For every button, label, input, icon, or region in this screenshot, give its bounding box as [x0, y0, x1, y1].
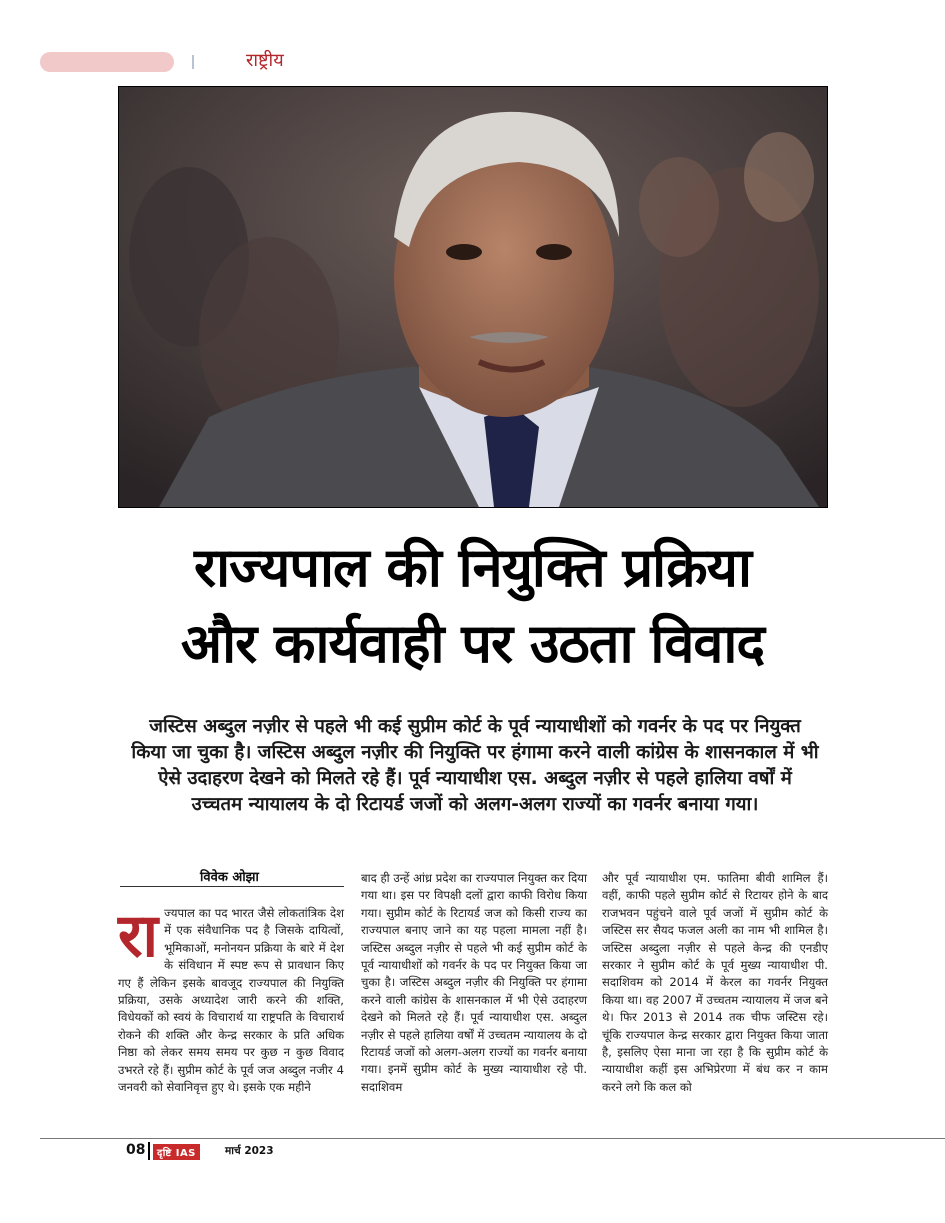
footer-divider	[148, 1142, 150, 1160]
footer-rule	[40, 1138, 945, 1139]
issue-date: मार्च 2023	[225, 1145, 274, 1157]
page-number: 08	[126, 1142, 146, 1158]
byline: विवेक ओझा	[200, 870, 259, 885]
body-column-1	[118, 901, 344, 1096]
header-divider	[192, 55, 194, 69]
drop-cap: रा	[118, 901, 159, 971]
article-deck: जस्टिस अब्दुल नज़ीर से पहले भी कई सुप्रीम कोर्ट के पूर्व न्यायाधीशों को गवर्नर के पद पर नियुक्त किया जा चुका है। जस्टिस अब्दुल नज़ीर की नियुक्ति पर हंगामा करने वाली कांग्रेस के शासनकाल में भी ऐसे उदाहरण देखने को मिलते रहे हैं। पूर्व न्यायाधीश एस. अब्दुल नज़ीर से पहले हालिया वर्षों में उच्चतम न्यायालय के दो रिटायर्ड जजों को अलग-अलग राज्यों का गवर्नर बनाया गया।	[131, 716, 819, 815]
publication-logo: दृष्टि IAS	[153, 1144, 200, 1160]
headline-line-1: राज्यपाल की नियुक्ति प्रक्रिया	[194, 536, 751, 599]
headline	[60, 530, 885, 682]
article-photo	[118, 86, 828, 508]
header-pill	[40, 52, 174, 72]
section-label: राष्ट्रीय	[246, 50, 284, 71]
body-column-3: और पूर्व न्यायाधीश एम. फातिमा बीवी शामिल हैं। वहीं, काफी पहले सुप्रीम कोर्ट से रिटायर होने के बाद राजभवन पहुंचने वाले पूर्व जजों में सुप्रीम कोर्ट के जस्टिस सर सैयद फजल अली का नाम भी शामिल है। जस्टिस अब्दुला नज़ीर से पहले केन्द्र की एनडीए सरकार ने सुप्रीम कोर्ट के पूर्व मुख्य न्यायाधीश पी. सदाशिवम को 2014 में केरल का गवर्नर नियुक्त किया था। वह 2007 में उच्चतम न्यायालय में जज बने थे। फिर 2013 से 2014 तक चीफ जस्टिस रहे। चूंकि राज्यपाल केन्द्र सरकार द्वारा नियुक्त किया जाता है, इसलिए ऐसा माना जा रहा है कि सुप्रीम कोर्ट के न्यायाधीश कहीं इस अभिप्रेरणा में बंध कर न काम करने लगे कि कल को	[602, 871, 828, 1094]
byline-rule	[120, 886, 344, 887]
body-column-2: बाद ही उन्हें आंध्र प्रदेश का राज्यपाल नियुक्त कर दिया गया था। इस पर विपक्षी दलों द्वारा काफी विरोध किया गया। सुप्रीम कोर्ट के रिटायर्ड जज को किसी राज्य का राज्यपाल बनाए जाने का यह पहला मामला नहीं है। जस्टिस अब्दुल नज़ीर से पहले भी कई सुप्रीम कोर्ट के पूर्व न्यायाधीशों को गवर्नर के पद पर नियुक्त किया जा चुका है। जस्टिस अब्दुल नज़ीर की नियुक्ति पर हंगामा करने वाली कांग्रेस के शासनकाल में भी ऐसे उदाहरण देखने को मिलते रहे हैं। पूर्व न्यायाधीश एस. अब्दुल नज़ीर से पहले हालिया वर्षों में उच्चतम न्यायालय के दो रिटायर्ड जजों को अलग-अलग राज्यों का गवर्नर बनाया गया। इनमें सुप्रीम कोर्ट के मुख्य न्यायाधीश रहे पी. सदाशिवम	[361, 871, 587, 1094]
headline-line-2: और कार्यवाही पर उठता विवाद	[180, 612, 765, 675]
body-text-1: ज्यपाल का पद भारत जैसे लोकतांत्रिक देश में एक संवैधानिक पद है जिसके दायित्वों, भूमिकाओं, मनोनयन प्रक्रिया के बारे में देश के संविधान में स्पष्ट रूप से प्रावधान किए गए हैं लेकिन इसके बावजूद राज्यपाल की नियुक्ति प्रक्रिया, उसके अध्यादेश जारी करने की शक्ति, विधेयकों को स्वयं के विचारार्थ या राष्ट्रपति के विचारार्थ रोकने की शक्ति और केन्द्र सरकार के प्रति अधिक निष्ठा को लेकर समय समय पर कुछ न कुछ विवाद उभरते रहे हैं। सुप्रीम कोर्ट के पूर्व जज अब्दुल नजीर 4 जनवरी को सेवानिवृत्त हुए थे। इसके एक महीने	[118, 906, 344, 1095]
